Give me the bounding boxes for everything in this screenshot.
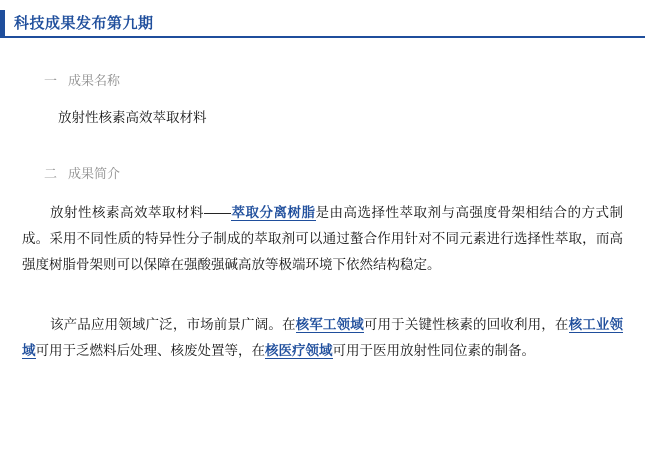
achievement-name-value: 放射性核素高效萃取材料 (58, 110, 207, 125)
intro-p2-highlight-industry: 核工业领域 (22, 317, 624, 358)
intro-p1-text-b: 是由高选择性萃取剂与高强度骨架相结合的方式制成。采用不同性质的特异性分子制成的萃取剂可以通过螯合作用针对不同元素进行选择性萃取，而高强度树脂骨架则可以保障在强酸强碱高放等极端环境下依然结构稳定。 (22, 205, 623, 272)
page-title: 科技成果发布第九期 (14, 15, 154, 32)
header-accent-bar (0, 10, 5, 38)
section-number: 二 (44, 166, 58, 181)
intro-p2-text-d: 可用于医用放射性同位素的制备。 (332, 343, 535, 358)
intro-p2-highlight-medical: 核医疗领域 (265, 343, 333, 358)
intro-p1-highlight: 萃取分离树脂 (231, 205, 316, 220)
header-underline (0, 36, 645, 38)
document-page (0, 10, 645, 457)
page-header-banner (0, 10, 645, 38)
section-heading-name (22, 70, 623, 89)
section-label: 成果名称 (68, 73, 121, 88)
document-content (0, 70, 645, 364)
intro-p2-text-c: 可用于乏燃料后处理、核废处置等，在 (35, 343, 265, 358)
section-label: 成果简介 (68, 166, 121, 181)
section-number: 一 (44, 73, 58, 88)
intro-p1-text-a: 放射性核素高效萃取材料—— (50, 205, 231, 220)
intro-p2-highlight-military: 核军工领域 (295, 317, 364, 332)
intro-paragraph-1 (22, 200, 623, 278)
intro-paragraph-2 (22, 312, 623, 364)
section-heading-intro (22, 163, 623, 182)
intro-p2-text-b: 可用于关键性核素的回收利用，在 (363, 317, 569, 332)
intro-p2-text-a: 该产品应用领域广泛，市场前景广阔。在 (50, 317, 296, 332)
